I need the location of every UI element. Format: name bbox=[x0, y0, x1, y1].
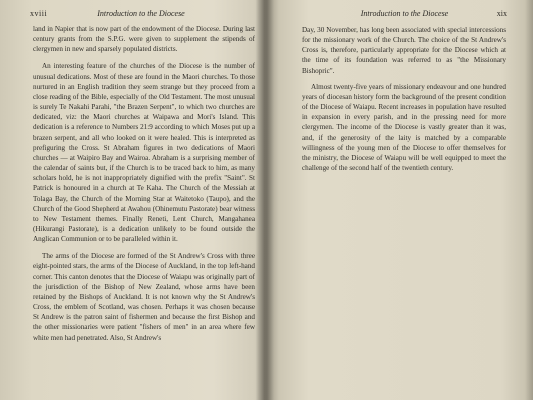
right-page bbox=[266, 0, 533, 400]
left-paragraph-3: The arms of the Diocese are formed of the St Andrew's Cross with three eight-pointed stars, the arms of the Diocese of Auckland, in the top left-hand corner. This canton denotes that the Diocese of Waiapu was originally part of the jurisdiction of the Bishop of New Zealand, whose arms have been retained by the Bishops of Auckland. It is not known why the St Andrew's Cross, the emblem of Scotland, was chosen. Perhaps it was chosen because St Andrew is the patron saint of fishermen and because the first Bishop and the other missionaries were patient "fishers of men" in an area where few white men had penetrated. Also, St Andrew's bbox=[33, 252, 255, 342]
right-page-number: xix bbox=[496, 9, 507, 18]
left-page-number: xviii bbox=[30, 9, 48, 18]
right-paragraph-2: Almost twenty-five years of missionary endeavour and one hundred years of diocesan history form the background of the present condition of the Diocese of Waiapu. Recent increases in population have resulted in expansion in every parish, and in the pressing need for more clergymen. The income of the Diocese is vastly greater than it was, and, if the generosity of the laity is matched by a comparable willingness of the young men of the Diocese to offer themselves for the ministry, the Diocese of Waiapu will be well equipped to meet the challenge of the second half of the twentieth century. bbox=[302, 82, 506, 173]
right-page-body bbox=[302, 25, 506, 173]
right-paragraph-1: Day, 30 November, has long been associated with special intercessions for the missionary work of the Church. The choice of the St Andrew's Cross is, therefore, particularly appropriate for the Diocese which at the time of its foundation was referred to as "the Missionary Bishopric". bbox=[302, 26, 506, 75]
right-page-header bbox=[302, 9, 507, 21]
left-paragraph-1: land in Napier that is now part of the endowment of the Diocese. During last century grants from the S.P.G. were given to supplement the stipends of clergymen in new and sparsely populated districts. bbox=[33, 25, 255, 54]
right-running-head: Introduction to the Diocese bbox=[360, 9, 449, 18]
left-page-header bbox=[30, 9, 252, 21]
left-paragraph-2: An interesting feature of the churches of the Diocese is the number of unusual dedications. Most of these are found in the Maori churches. To those nurtured in an English tradition they seem strange but they proceed from a close reading of the Bible, especially of the Old Testament. The most unusual is surely Te Nakahi Parahi, "the Brazen Serpent", to which two churches are dedicated, viz: the Maori churches at Waipawa and Mori's Island. This dedication is a reference to Numbers 21:9 according to which Moses put up a brazen serpent, and all who looked on it were healed. This is interpreted as prefiguring the Cross. St Abraham figures in two dedications of Maori churches — at Waipiro Bay and Wairoa. Abraham is a surprising member of the calendar of saints but, if the Church is to be traced back to him, as many scholars hold, he is not inappropriately dignified with the prefix "Saint". St Patrick is honoured in a church at Te Kaha. The Church of the Messiah at Tolaga Bay, the Church of the Morning Star at Waitetoko (Taupo), and the Church of the Good Shepherd at Awahou (Ohinemutu Pastorate) bear witness to New Testament themes. Finally Reneti, Lent Church, Mangahanea (Hikurangi Pastorate), is a dedication unlikely to be found outside the Anglican Communion or to be paralleled within it. bbox=[33, 62, 255, 244]
left-running-head: Introduction to the Diocese bbox=[97, 9, 185, 18]
left-page-body bbox=[33, 24, 255, 343]
left-page bbox=[0, 0, 262, 400]
